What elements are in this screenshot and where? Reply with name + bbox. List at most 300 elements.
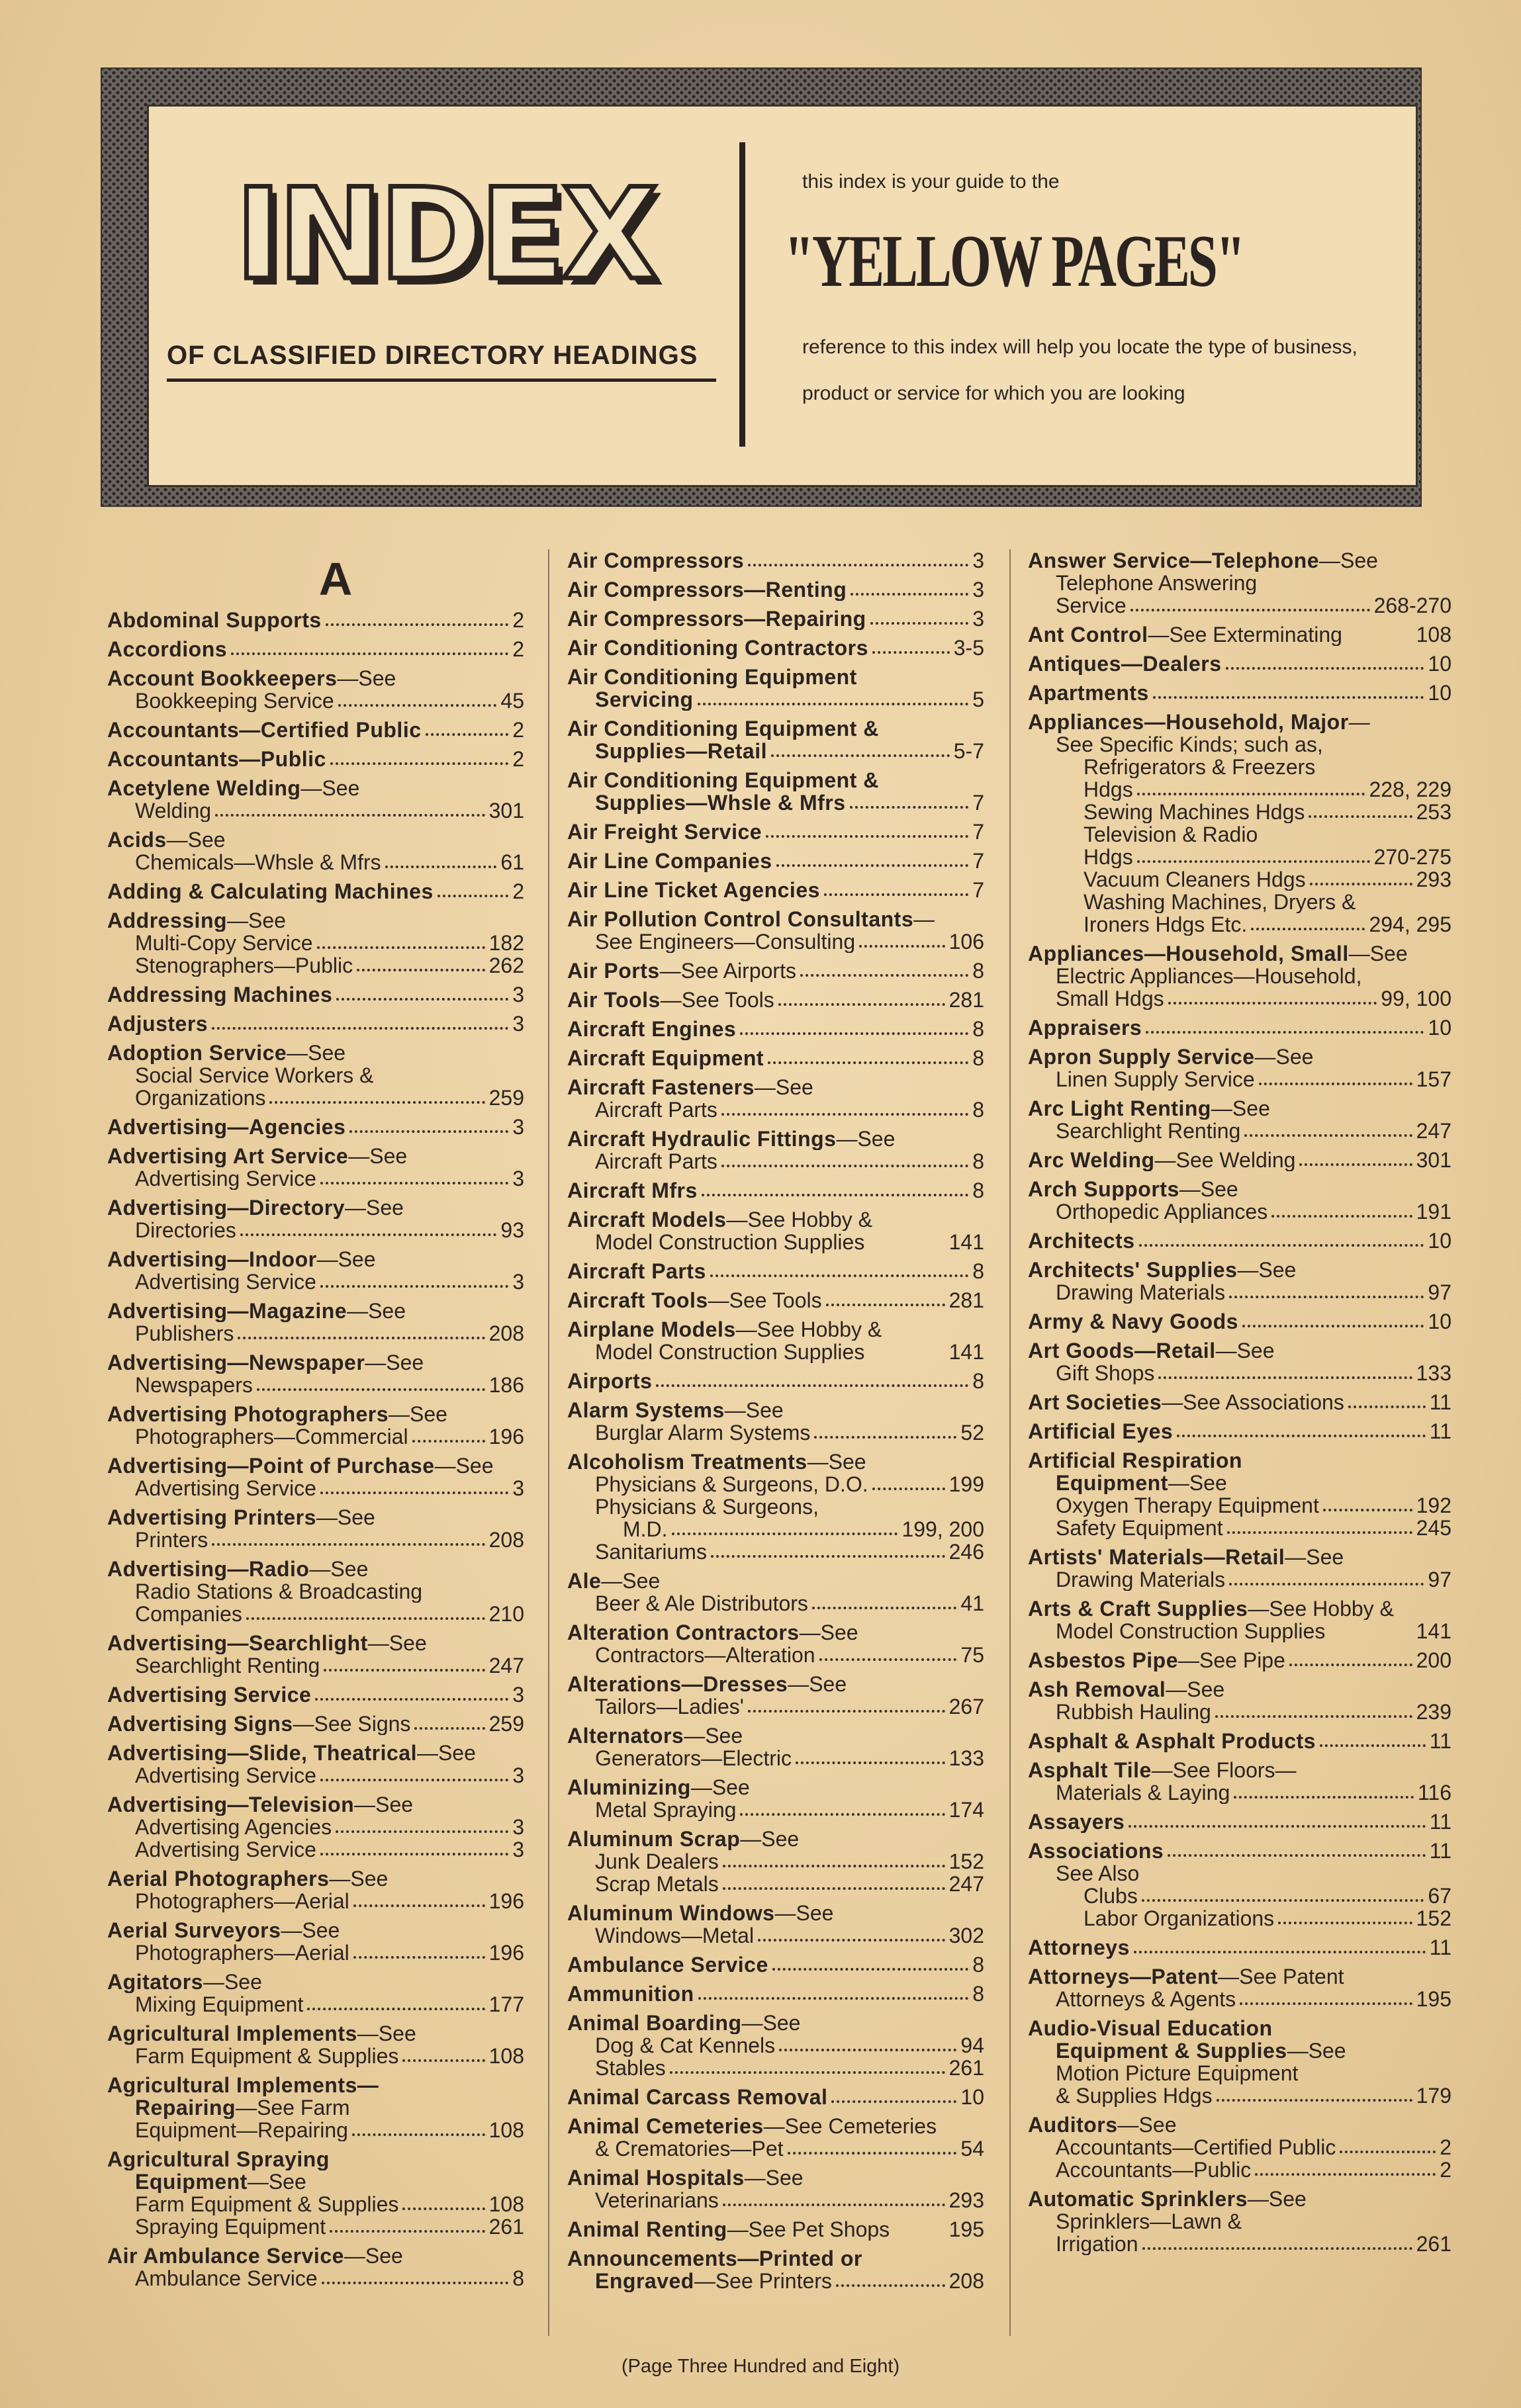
leader-dots: [698, 1997, 969, 2000]
entry-text: Advertising Agencies: [135, 1816, 332, 1838]
entry-heading: [107, 1116, 524, 1138]
entry-heading: [1028, 1965, 1452, 1988]
entry-reference: [567, 1695, 984, 1718]
entry-heading: [1028, 1046, 1452, 1068]
entry-heading: [1028, 942, 1452, 965]
index-entry: [107, 909, 524, 977]
entry-text: Safety Equipment: [1056, 1517, 1223, 1539]
index-entry: [107, 1713, 524, 1735]
entry-heading: [567, 2218, 984, 2241]
entry-text: [107, 1793, 413, 1816]
leader-dots: [772, 1968, 968, 1971]
index-entry: [567, 1902, 984, 1947]
entry-text: Publishers: [135, 1322, 234, 1345]
index-entry: [567, 2012, 984, 2079]
entry-text: [107, 609, 322, 631]
entry-text: [567, 989, 774, 1011]
heading-text: Announcements—Printed or: [567, 2247, 862, 2270]
entry-text: [1028, 1678, 1224, 1701]
leader-dots: [438, 895, 508, 897]
entry-reference: [567, 791, 984, 814]
entry-text: [107, 1116, 346, 1138]
page-number: 208: [488, 1529, 524, 1551]
leader-dots: [330, 762, 508, 765]
index-entry: [567, 1953, 984, 1976]
index-entry: [107, 1867, 524, 1912]
leader-dots: [1153, 696, 1424, 699]
entry-heading: [567, 1260, 984, 1282]
see-reference: —See: [357, 2022, 416, 2045]
entry-text: [1028, 652, 1222, 675]
entry-text: Television & Radio: [1083, 823, 1258, 846]
entry-heading: [567, 1318, 984, 1341]
entry-reference: [107, 2119, 524, 2141]
heading-text: Aircraft Tools: [567, 1289, 708, 1312]
heading-text: Advertising Printers: [107, 1506, 316, 1529]
heading-text: Alcoholism Treatments: [567, 1450, 807, 1473]
entry-reference: [1028, 1200, 1452, 1223]
entry-text: Sewing Machines Hdgs: [1083, 801, 1305, 823]
see-reference: —See: [166, 828, 226, 851]
leader-dots: [414, 1727, 484, 1730]
page-number: 8: [972, 1047, 984, 1069]
leader-dots: [1226, 667, 1424, 670]
entry-reference: [567, 1341, 984, 1363]
leader-dots: [246, 1617, 485, 1620]
see-reference: —See Pet Shops: [727, 2218, 890, 2241]
entry-reference: [1028, 2062, 1452, 2084]
leader-dots: [1177, 1435, 1426, 1437]
page-number: 11: [1429, 1730, 1452, 1752]
entry-text: Model Construction Supplies: [595, 1231, 865, 1253]
entry-text: Radio Stations & Broadcasting: [135, 1580, 423, 1603]
entry-reference: [107, 2193, 524, 2215]
index-entry: [107, 1145, 524, 1190]
leader-dots: [1130, 609, 1370, 611]
leader-dots: [702, 1194, 968, 1196]
entry-reference: [107, 1941, 524, 1964]
page-number: 7: [972, 850, 984, 872]
entry-text: [107, 909, 286, 932]
heading-text: Aircraft Parts: [567, 1260, 706, 1282]
entry-text: [135, 2096, 350, 2119]
entry-reference: [107, 2170, 524, 2193]
index-entry: [1028, 623, 1452, 646]
see-reference: —See Patent: [1218, 1965, 1344, 1988]
entry-text: [107, 1300, 406, 1322]
entry-heading: [107, 1145, 524, 1167]
page-number: 41: [960, 1592, 984, 1615]
index-entry: [567, 1673, 984, 1718]
index-entry: [1028, 1339, 1452, 1384]
heading-text: Air Freight Service: [567, 821, 762, 843]
entry-reference: [1028, 1281, 1452, 1304]
leader-dots: [748, 564, 968, 566]
heading-text: Aerial Surveyors: [107, 1919, 281, 1941]
index-entry: [567, 1370, 984, 1392]
entry-text: [1028, 1149, 1295, 1171]
entry-heading: [567, 1902, 984, 1924]
entry-text: [567, 2218, 890, 2241]
heading-text: Air Line Ticket Agencies: [567, 879, 820, 901]
entry-text: Ambulance Service: [135, 2267, 318, 2290]
page-number: 10: [1428, 1229, 1452, 1252]
page-number: 239: [1416, 1701, 1452, 1723]
entry-text: Farm Equipment & Supplies: [135, 2045, 399, 2067]
entry-text: [1028, 1178, 1238, 1200]
heading-text: Air Conditioning Equipment &: [567, 769, 879, 791]
entry-heading: [567, 821, 984, 843]
leader-dots: [257, 1388, 485, 1391]
heading-text: Answer Service—Telephone: [1028, 549, 1319, 572]
entry-text: [567, 1902, 833, 1924]
entry-reference: [107, 1425, 524, 1448]
see-reference: —See: [1179, 1178, 1238, 1200]
entry-reference: [1028, 1494, 1452, 1517]
entry-text: [567, 2166, 804, 2189]
index-entry: [567, 1828, 984, 1895]
entry-text: [1056, 2039, 1346, 2062]
page-number: 11: [1429, 1936, 1452, 1959]
page-number: 8: [512, 2267, 524, 2290]
heading-text: Animal Hospitals: [567, 2166, 745, 2189]
leader-dots: [836, 2284, 945, 2287]
heading-text: Apartments: [1028, 682, 1149, 704]
heading-text: Advertising—Newspaper: [107, 1351, 365, 1374]
heading-text: Advertising—Directory: [107, 1196, 346, 1219]
page-number: 108: [488, 2119, 524, 2141]
see-reference: —See: [1168, 1472, 1227, 1494]
entry-text: [1028, 1016, 1142, 1039]
see-reference: —See: [416, 1742, 476, 1764]
entry-text: & Supplies Hdgs: [1056, 2084, 1213, 2107]
index-entry: [1028, 1449, 1452, 1539]
entry-heading: [1028, 623, 1452, 646]
entry-text: [567, 1828, 799, 1850]
entry-reference: [107, 1580, 524, 1603]
entry-text: [1028, 1097, 1270, 1120]
see-reference: —See: [329, 1867, 389, 1890]
see-reference: —See: [345, 1196, 404, 1219]
see-reference: —See: [1237, 1259, 1297, 1281]
page-number: 67: [1428, 1885, 1452, 1907]
entry-text: [1028, 2188, 1307, 2210]
index-entry: [1028, 1965, 1452, 2010]
index-entry: [107, 1454, 524, 1499]
entry-text: [1028, 1391, 1344, 1413]
page-number: 108: [488, 2045, 524, 2067]
page-number: 195: [1416, 1988, 1452, 2010]
entry-text: [107, 1042, 346, 1064]
entry-text: [567, 2247, 862, 2270]
index-entry: [107, 1793, 524, 1861]
see-reference: —See: [309, 1558, 369, 1580]
heading-text: Auditors: [1028, 2114, 1118, 2136]
page-number: 7: [972, 791, 984, 814]
heading-text: Aircraft Mfrs: [567, 1179, 698, 1202]
entry-text: Model Construction Supplies: [595, 1341, 865, 1363]
see-reference: —See Exterminating: [1148, 623, 1342, 646]
leader-dots: [672, 1533, 898, 1535]
see-reference: —See Welding: [1154, 1149, 1296, 1171]
entry-reference: [1028, 2159, 1452, 2181]
entry-text: See Also: [1056, 1862, 1140, 1885]
leader-dots: [317, 946, 485, 949]
index-entry: [1028, 942, 1452, 1010]
entry-heading: [567, 1776, 984, 1799]
page-number: 247: [948, 1873, 984, 1895]
heading-text: Abdominal Supports: [107, 609, 322, 631]
see-reference: —See: [300, 777, 360, 799]
heading-text: Alternators: [567, 1724, 684, 1747]
entry-reference: [107, 799, 524, 822]
entry-text: Directories: [135, 1219, 236, 1241]
entry-text: [567, 1953, 768, 1976]
leader-dots: [357, 969, 485, 971]
heading-text: Architects' Supplies: [1028, 1259, 1238, 1281]
heading-text: Advertising—Indoor: [107, 1248, 317, 1271]
index-entry: [1028, 1730, 1452, 1752]
page-number: 261: [488, 2215, 524, 2238]
leader-dots: [1299, 1163, 1412, 1166]
heading-text: Animal Cemeteries: [567, 2115, 764, 2137]
page-number: 200: [1416, 1649, 1452, 1672]
page-number: 2: [1440, 2136, 1452, 2159]
see-reference: —See Hobby &: [1248, 1597, 1394, 1620]
entry-reference: [1028, 891, 1452, 913]
heading-text: Account Bookkeepers: [107, 667, 338, 690]
leader-dots: [796, 1761, 945, 1764]
heading-text: Advertising—Magazine: [107, 1300, 347, 1322]
entry-text: [1028, 1339, 1275, 1362]
page-number: 179: [1416, 2084, 1452, 2107]
entry-heading: [107, 748, 524, 770]
leader-dots: [1215, 1715, 1412, 1718]
index-entry: [1028, 1178, 1452, 1223]
entry-text: [567, 666, 857, 688]
heading-text: Supplies—Whsle & Mfrs: [595, 791, 846, 814]
leader-dots: [778, 1003, 945, 1006]
entry-heading: [1028, 1178, 1452, 1200]
entry-heading: [1028, 1391, 1452, 1413]
leader-dots: [768, 1061, 968, 1064]
heading-text: Air Ambulance Service: [107, 2245, 344, 2267]
see-reference: —See: [684, 1724, 743, 1747]
heading-text: Ant Control: [1028, 623, 1148, 646]
entry-heading: [107, 1403, 524, 1425]
entry-text: [567, 879, 820, 901]
entry-text: [567, 1983, 694, 2005]
heading-text: Artificial Respiration: [1028, 1449, 1242, 1472]
entry-text: [107, 1867, 388, 1890]
page-number: 196: [488, 1941, 524, 1964]
page-number: 259: [488, 1713, 524, 1735]
index-entry: [107, 638, 524, 660]
heading-text: Ammunition: [567, 1983, 694, 2005]
entry-text: [567, 1724, 743, 1747]
heading-text: Advertising—Television: [107, 1793, 355, 1816]
entry-heading: [107, 880, 524, 903]
entry-heading: [567, 1450, 984, 1473]
leader-dots: [824, 893, 968, 896]
entry-text: [107, 1506, 375, 1529]
heading-text: Addressing Machines: [107, 983, 333, 1006]
entry-reference: [1028, 913, 1452, 936]
entry-reference: [1028, 572, 1452, 594]
entry-reference: [107, 932, 524, 954]
entry-text: [1028, 711, 1370, 733]
leader-dots: [231, 652, 508, 655]
entry-text: [567, 1260, 706, 1282]
leader-dots: [353, 1956, 485, 1959]
see-reference: —See: [601, 1570, 661, 1592]
entry-heading: [107, 909, 524, 932]
entry-reference: [107, 2267, 524, 2290]
page-number: 208: [948, 2270, 984, 2292]
heading-text: Aircraft Equipment: [567, 1047, 764, 1069]
page-number: 281: [948, 989, 984, 1011]
entry-text: Advertising Service: [135, 1271, 316, 1293]
heading-text: Artists' Materials—Retail: [1028, 1546, 1285, 1568]
entry-reference: [567, 1592, 984, 1615]
page-number: 5-7: [953, 740, 984, 762]
see-reference: —See: [434, 1454, 494, 1477]
heading-text: Arch Supports: [1028, 1178, 1179, 1200]
index-column-2: [567, 549, 984, 2342]
page-number: 174: [948, 1799, 984, 1821]
entry-text: [595, 688, 694, 711]
entry-text: Veterinarians: [595, 2189, 719, 2211]
entry-text: [107, 2148, 330, 2170]
index-entry: [107, 828, 524, 873]
entry-text: Stables: [595, 2057, 666, 2079]
leader-dots: [326, 623, 509, 626]
entry-text: Generators—Electric: [595, 1747, 792, 1769]
page-number: 246: [948, 1540, 984, 1563]
entry-text: Advertising Service: [135, 1764, 316, 1787]
see-reference: —See: [247, 2170, 306, 2193]
entry-text: [567, 1208, 872, 1231]
entry-text: Materials & Laying: [1056, 1781, 1230, 1804]
heading-text: Aluminizing: [567, 1776, 691, 1799]
entry-reference: [107, 1167, 524, 1190]
page-number: 11: [1429, 1391, 1452, 1413]
page-number: 186: [488, 1374, 524, 1396]
index-entry: [107, 1196, 524, 1241]
entry-text: [595, 740, 767, 762]
heading-text: Equipment: [135, 2170, 248, 2193]
see-reference: —See Tools: [660, 989, 774, 1011]
heading-text: Air Compressors: [567, 549, 745, 572]
entry-text: Orthopedic Appliances: [1056, 1200, 1268, 1223]
page-number: 116: [1417, 1781, 1452, 1804]
leader-dots: [698, 703, 969, 705]
entry-heading: [567, 1128, 984, 1150]
leader-dots: [721, 1165, 968, 1167]
index-entry: [567, 1260, 984, 1282]
leader-dots: [352, 2133, 485, 2136]
page-number: 99, 100: [1381, 987, 1452, 1010]
header-description: reference to this index will help you locate the type of business, product or service for which you are looking: [802, 336, 1358, 404]
entry-reference: [107, 2096, 524, 2119]
heading-text: Air Conditioning Contractors: [567, 637, 868, 659]
entry-text: [567, 2115, 937, 2137]
index-entry: [1028, 1649, 1452, 1672]
index-entry: [567, 549, 984, 572]
index-entry: [107, 777, 524, 822]
entry-reference: [1028, 1862, 1452, 1885]
index-entry: [567, 1318, 984, 1363]
entry-text: [107, 1248, 376, 1271]
entry-text: Social Service Workers &: [135, 1064, 374, 1087]
leader-dots: [426, 733, 509, 736]
heading-text: Army & Navy Goods: [1028, 1310, 1238, 1333]
heading-text: Advertising—Slide, Theatrical: [107, 1742, 417, 1764]
leader-dots: [814, 1436, 956, 1439]
see-reference: —See: [1319, 549, 1378, 572]
entry-heading: [1028, 652, 1452, 675]
heading-text: Airports: [567, 1370, 653, 1392]
entry-text: [595, 2270, 832, 2292]
entry-text: [107, 638, 227, 660]
entry-reference: [567, 1473, 984, 1495]
entry-text: Accountants—Public: [1056, 2159, 1252, 2181]
entry-text: [567, 959, 796, 982]
entry-reference: [567, 1924, 984, 1947]
entry-heading: [1028, 2188, 1452, 2210]
see-reference: —See: [744, 2166, 804, 2189]
page-number: 8: [972, 1983, 984, 2005]
entry-heading: [107, 1012, 524, 1035]
entry-reference: [1028, 2210, 1452, 2233]
entry-heading: [567, 1621, 984, 1644]
index-entry: [1028, 1046, 1452, 1091]
entry-reference: [1028, 846, 1452, 868]
entry-reference: [567, 1518, 984, 1540]
entry-reference: [1028, 756, 1452, 778]
page-number: 10: [1428, 682, 1452, 704]
heading-text: Art Societies: [1028, 1391, 1162, 1413]
entry-heading: [1028, 1229, 1452, 1252]
entry-text: Newspapers: [135, 1374, 253, 1396]
heading-text: Addressing: [107, 909, 228, 932]
leader-dots: [1168, 1854, 1426, 1857]
see-reference: —See Tools: [708, 1289, 822, 1312]
yellow-pages-title: "YELLOW PAGES": [784, 220, 1244, 302]
entry-heading: [567, 2166, 984, 2189]
index-entry: [567, 769, 984, 814]
leader-dots: [1234, 1796, 1414, 1799]
page-number: 8: [972, 1370, 984, 1392]
entry-text: Printers: [135, 1529, 208, 1551]
heading-text: Accountants—Public: [107, 748, 326, 770]
entry-text: Junk Dealers: [595, 1850, 719, 1873]
heading-text: Audio-Visual Education: [1028, 2017, 1273, 2039]
header-divider: [739, 142, 745, 447]
index-entry: [567, 1570, 984, 1615]
heading-text: Servicing: [595, 688, 694, 711]
heading-text: Antiques—Dealers: [1028, 652, 1222, 675]
page-footer: (Page Three Hundred and Eight): [621, 2356, 900, 2377]
entry-text: [107, 1713, 410, 1735]
entry-reference: [567, 1873, 984, 1895]
entry-reference: [1028, 1362, 1452, 1384]
index-entry: [567, 666, 984, 711]
entry-heading: [107, 1196, 524, 1219]
entry-heading: [107, 609, 524, 631]
index-entry: [107, 1012, 524, 1035]
entry-text: Bookkeeping Service: [135, 690, 334, 712]
